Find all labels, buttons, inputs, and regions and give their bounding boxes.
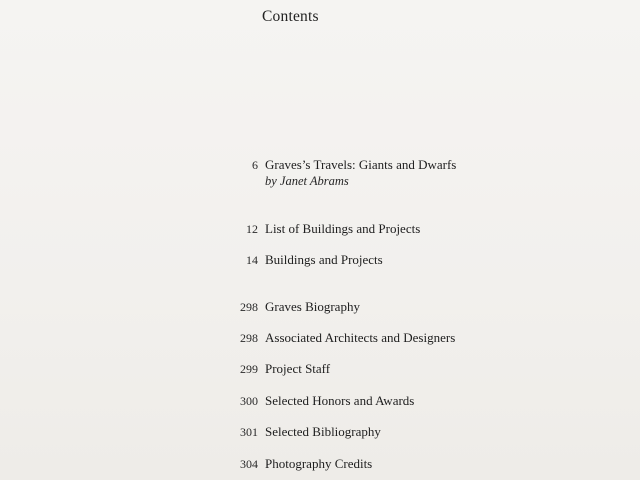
toc-title: Graves Biography	[265, 299, 360, 314]
toc-title: Associated Architects and Designers	[265, 330, 456, 345]
contents-heading: Contents	[262, 8, 319, 25]
toc-entry	[0, 362, 640, 382]
toc-entry	[0, 157, 640, 188]
toc-page-number: 298	[240, 331, 258, 345]
toc-entry	[0, 457, 640, 477]
toc-title: Selected Bibliography	[265, 424, 381, 439]
toc-page-number: 301	[240, 425, 258, 439]
toc-title: Graves’s Travels: Giants and Dwarfs	[265, 157, 457, 172]
toc-page-number: 298	[240, 300, 258, 314]
toc-byline: by Janet Abrams	[265, 174, 349, 188]
toc-entry	[0, 331, 640, 351]
toc-page-number: 14	[246, 253, 258, 267]
toc-entry	[0, 425, 640, 445]
toc-entry	[0, 300, 640, 320]
toc-entry	[0, 253, 640, 273]
toc-title: Selected Honors and Awards	[265, 393, 415, 408]
toc-title: Project Staff	[265, 361, 331, 376]
toc-title: List of Buildings and Projects	[265, 221, 421, 236]
toc-page-number: 12	[246, 222, 258, 236]
toc-page-number: 299	[240, 362, 258, 376]
toc-page-number: 300	[240, 394, 258, 408]
toc-entry	[0, 394, 640, 414]
toc-page-number: 304	[240, 457, 258, 471]
toc-entry	[0, 222, 640, 242]
toc-title: Photography Credits	[265, 456, 373, 471]
toc-page-number: 6	[252, 158, 258, 172]
toc-title: Buildings and Projects	[265, 252, 383, 267]
